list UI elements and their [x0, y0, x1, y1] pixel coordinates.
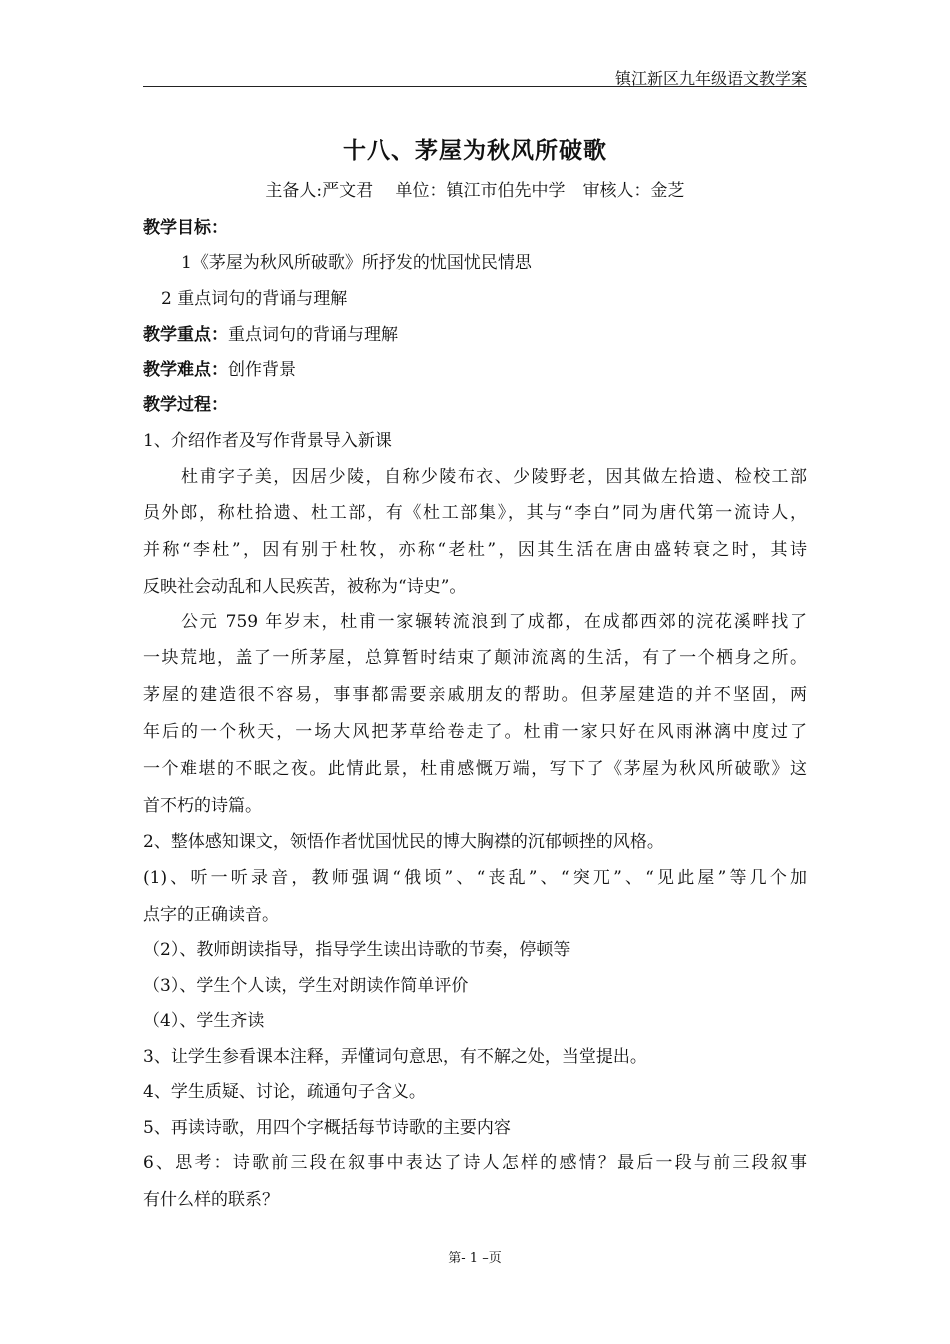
step5: 5、再读诗歌，用四个字概括每节诗歌的主要内容: [143, 1118, 511, 1138]
step2-sub1-line: 点字的正确读音。: [143, 905, 279, 925]
page-number: 第- 1 –页: [448, 1251, 502, 1266]
step1-p2-line: 一个难堪的不眠之夜。此情此景，杜甫感慨万端，写下了《茅屋为秋风所破歌》这: [143, 759, 807, 779]
objective-item-1: 1《茅屋为秋风所破歌》所抒发的忧国忧民情思: [181, 253, 532, 273]
step6-line: 6、思考：诗歌前三段在叙事中表达了诗人怎样的感情？最后一段与前三段叙事: [143, 1153, 807, 1173]
step2-sub1-line: (1)、听一听录音，教师强调“俄顷”、“丧乱”、“突兀”、“见此屋”等几个加: [143, 868, 807, 888]
running-header: 镇江新区九年级语文教学案: [614, 69, 807, 88]
step1-p2-line: 年后的一个秋天，一场大风把茅草给卷走了。杜甫一家只好在风雨淋漓中度过了: [143, 722, 807, 742]
step4: 4、学生质疑、讨论，疏通句子含义。: [143, 1082, 426, 1102]
step2-sub3: （3）、学生个人读，学生对朗读作简单评价: [143, 976, 469, 996]
document-title: 十八、茅屋为秋风所破歌: [343, 137, 607, 164]
step2-title: 2、整体感知课文，领悟作者忧国忧民的博大胸襟的沉郁顿挫的风格。: [143, 832, 664, 852]
step3: 3、让学生参看课本注释，弄懂词句意思，有不解之处，当堂提出。: [143, 1047, 647, 1067]
step1-p1-line: 员外郎，称杜拾遗、杜工部，有《杜工部集》，其与“李白”同为唐代第一流诗人，: [143, 503, 807, 523]
step1-title: 1、介绍作者及写作背景导入新课: [143, 431, 392, 451]
step1-p1-line: 杜甫字子美，因居少陵，自称少陵布衣、少陵野老，因其做左拾遗、检校工部: [181, 467, 807, 487]
step6-line: 有什么样的联系？: [143, 1190, 279, 1210]
key-point-label: 教学重点：: [143, 325, 228, 345]
difficulty-text: 创作背景: [228, 360, 296, 380]
step2-sub4: （4）、学生齐读: [143, 1011, 265, 1031]
difficulty-line: [143, 355, 807, 380]
step1-p2-line: 茅屋的建造很不容易，事事都需要亲戚朋友的帮助。但茅屋建造的并不坚固，两: [143, 685, 807, 705]
objectives-label: 教学目标：: [143, 218, 228, 238]
step1-p2-line: 公元 759 年岁末，杜甫一家辗转流浪到了成都，在成都西郊的浣花溪畔找了: [181, 612, 807, 632]
difficulty-label: 教学难点：: [143, 360, 228, 380]
authors-line: 主备人:严文君 单位：镇江市伯先中学 审核人：金芝: [265, 181, 685, 201]
step1-p2-line: 首不朽的诗篇。: [143, 796, 262, 816]
key-point-line: [143, 320, 807, 345]
step1-p2-line: 一块荒地，盖了一所茅屋，总算暂时结束了颠沛流离的生活，有了一个栖身之所。: [143, 648, 807, 668]
step1-p1-line: 并称“李杜”，因有别于杜牧，亦称“老杜”，因其生活在唐由盛转衰之时，其诗: [143, 540, 807, 560]
header-rule: [143, 86, 807, 87]
step2-sub2: （2）、教师朗读指导，指导学生读出诗歌的节奏，停顿等: [143, 940, 571, 960]
key-point-text: 重点词句的背诵与理解: [228, 325, 398, 345]
process-label: 教学过程：: [143, 395, 228, 415]
step1-p1-line: 反映社会动乱和人民疾苦，被称为“诗史”。: [143, 577, 467, 597]
objective-item-2: 2 重点词句的背诵与理解: [161, 289, 348, 309]
